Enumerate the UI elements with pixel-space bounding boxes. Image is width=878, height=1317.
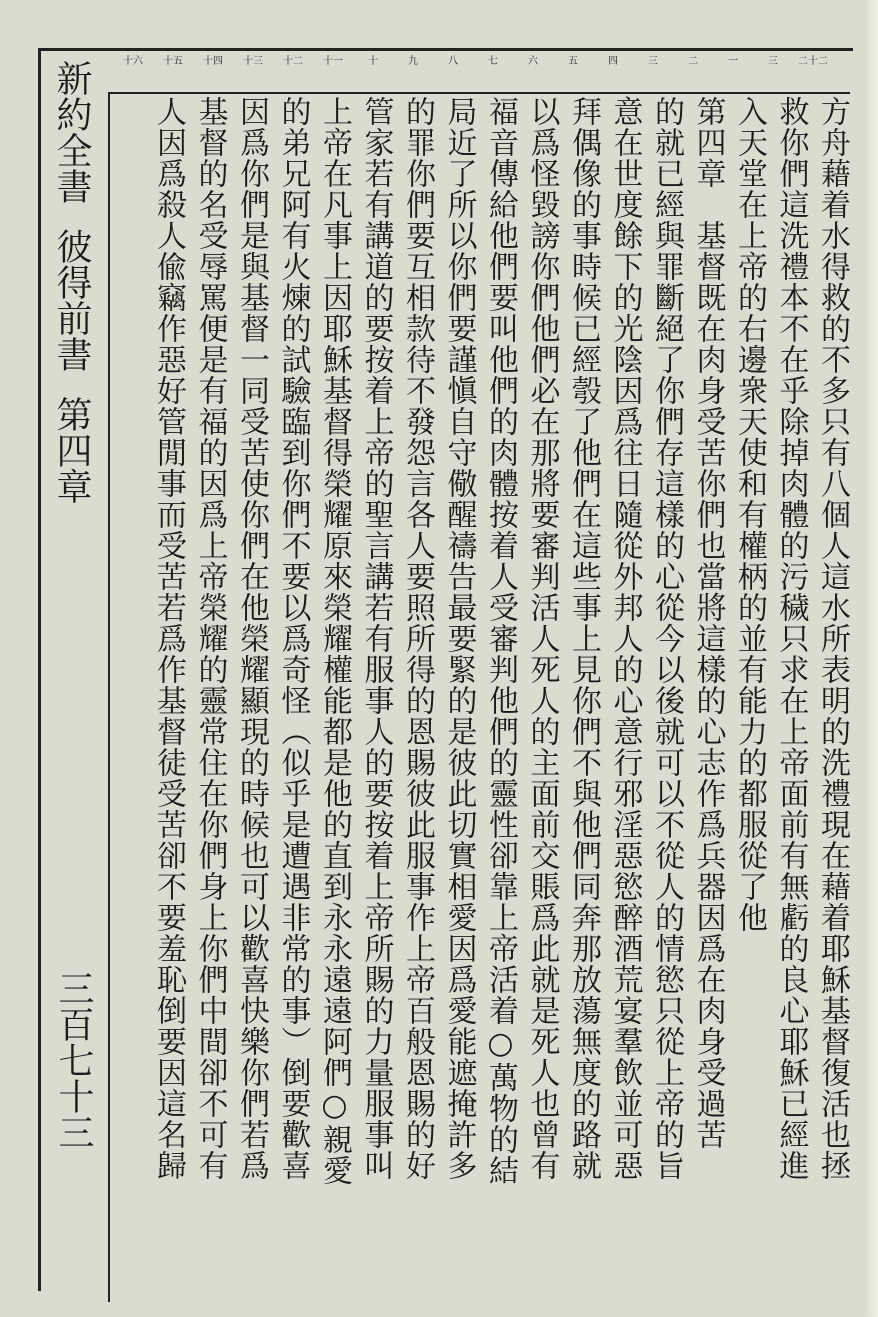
verse-marker: 二 xyxy=(688,56,698,67)
text-column: 基督的名受辱罵便是有福的因爲上帝榮耀的靈常住在你們身上你們中間卻不可有 xyxy=(192,96,228,1181)
text-column: 管家若有講道的要按着上帝的聖言講若有服事人的要按着上帝所賜的力量服事叫 xyxy=(358,96,394,1181)
text-column: 以爲怪毀謗你們他們必在那將要審判活人死人的主面前交賬爲此就是死人也曾有 xyxy=(524,96,560,1181)
text-column: 救你們這洗禮本不在乎除掉肉體的污穢只求在上帝面前有無虧的良心耶穌已經進 xyxy=(773,96,809,1181)
verse-marker: 七 xyxy=(488,56,498,67)
book-title: 新約全書 xyxy=(51,60,92,204)
text-column: 因爲你們是與基督一同受苦使你們在他榮耀顯現的時候也可以歡喜快樂你們若爲 xyxy=(234,96,269,1181)
verse-marker: 十三 xyxy=(243,56,263,67)
text-column: 拜偶像的事時候已經彀了他們在這些事上見你們不與他們同奔那放蕩無度的路就 xyxy=(566,96,601,1181)
verse-marker: 五 xyxy=(568,56,578,67)
text-column: 人因爲殺人偸竊作惡好管閒事而受苦若爲作基督徒受苦卻不要羞恥倒要因這名歸 xyxy=(151,96,186,1181)
verse-marker: 十六 xyxy=(123,56,143,67)
chapter-title: 第四章 xyxy=(51,396,92,504)
page-edge xyxy=(864,0,878,1317)
verse-rule xyxy=(108,92,850,94)
page-number: 三百七十三 xyxy=(53,970,94,1150)
running-header xyxy=(46,60,96,504)
verse-marker: 十二 xyxy=(283,56,303,67)
verse-marker: 十五 xyxy=(163,56,183,67)
verse-marker: 二十二 xyxy=(798,56,828,67)
text-column: 意在世度餘下的光陰因爲往日隨從外邦人的心意行邪淫惡慾醉酒荒宴羣飲並可惡 xyxy=(607,96,643,1181)
text-column: 的就已經與罪斷絕了你們存這樣的心從今以後就可以不從人的情慾只從上帝的旨 xyxy=(649,96,684,1181)
verse-marker: 六 xyxy=(528,56,538,67)
text-column: 方舟藉着水得救的不多只有八個人這水所表明的洗禮現在藉着耶穌基督復活也拯 xyxy=(815,96,850,1181)
verse-marker: 九 xyxy=(408,56,418,67)
text-column: 的罪你們要互相款待不發怨言各人要照所得的恩賜彼此服事作上帝百般恩賜的好 xyxy=(400,96,435,1181)
text-column: 局近了所以你們要謹愼自守儆醒禱告最要緊的是彼此切實相愛因爲愛能遮掩許多 xyxy=(441,96,477,1181)
verse-number-row xyxy=(110,56,848,92)
verse-marker: 十四 xyxy=(203,56,223,67)
text-column: 入天堂在上帝的右邊衆天使和有權柄的並有能力的都服從了他 xyxy=(732,96,767,933)
verse-marker: 四 xyxy=(608,56,618,67)
verse-marker: 八 xyxy=(448,56,458,67)
text-column: 福音傳給他們要叫他們的肉體按着人受審判他們的靈性卻靠上帝活着○萬物的結 xyxy=(483,96,518,1186)
text-column: 第四章 基督既在肉身受苦你們也當將這樣的心志作爲兵器因爲在肉身受過苦 xyxy=(690,96,726,1150)
verse-marker: 三 xyxy=(648,56,658,67)
verse-marker: 十 xyxy=(368,56,378,67)
verse-marker: 三 xyxy=(768,56,778,67)
epistle-title: 彼得前書 xyxy=(51,228,92,372)
verse-marker: 一 xyxy=(728,56,738,67)
verse-marker: 十一 xyxy=(323,56,343,67)
text-column: 的弟兄阿有火煉的試驗臨到你們不要以爲奇怪（似乎是遭遇非常的事）倒要歡喜 xyxy=(275,96,311,1181)
text-column: 上帝在凡事上因耶穌基督得榮耀原來榮耀權能都是他的直到永永遠遠阿們○親愛 xyxy=(317,96,352,1186)
gutter-rule xyxy=(108,92,110,1302)
